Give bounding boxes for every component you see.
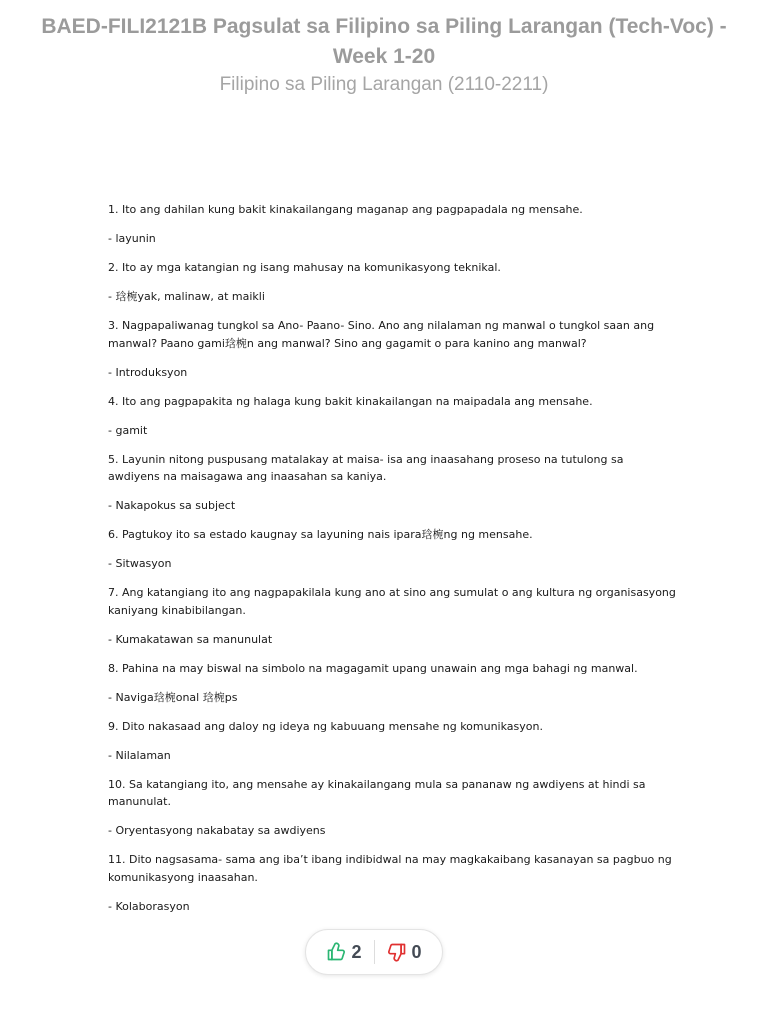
document-body [108, 201, 678, 927]
document-header [0, 12, 768, 97]
answer-line: - Kumakatawan sa manunulat [108, 632, 273, 646]
question-line: 3. Nagpapaliwanag tungkol sa Ano- Paano- Sino. Ano ang nilalaman ng manwal o tungkol saan ang manwal? Paano gami琀椀n ang manwal? Sino ang gagamit o para kanino ang manwal? [108, 319, 655, 350]
answer-line: - Nakapokus sa subject [108, 499, 236, 512]
document-title: BAED-FILI2121B Pagsulat sa Filipino sa Piling Larangan (Tech-Voc) - Week 1-20 [41, 15, 727, 68]
question-line: 1. Ito ang dahilan kung bakit kinakailangang maganap ang pagpapadala ng mensahe. [108, 203, 583, 216]
downvote-button[interactable] [387, 942, 422, 963]
question-line: 9. Dito nakasaad ang daloy ng ideya ng kabuuang mensahe ng komunikasyon. [108, 719, 543, 733]
answer-line: - Introduksyon [108, 365, 188, 379]
question-line: 2. Ito ay mga katangian ng isang mahusay na komunikasyong teknikal. [108, 261, 501, 274]
question-line: 11. Dito nagsasama- sama ang iba’t ibang indibidwal na may magkakaibang kasanayan sa pagbuo ng komunikasyong inaasahan. [108, 853, 672, 884]
thumbs-down-icon [387, 942, 407, 962]
question-line: 7. Ang katangiang ito ang nagpapakilala kung ano at sino ang sumulat o ang kultura ng organisasyong kaniyang kinabibilangan. [108, 586, 676, 617]
upvote-button[interactable] [326, 942, 361, 963]
question-line: 10. Sa katangiang ito, ang mensahe ay kinakailangang mula sa pananaw ng awdiyens at hindi sa manunulat. [108, 777, 646, 808]
answer-line: - 琀椀yak, malinaw, at maikli [108, 290, 265, 303]
question-line: 4. Ito ang pagpapakita ng halaga kung bakit kinakailangan na maipadala ang mensahe. [108, 394, 593, 408]
answer-line: - Oryentasyong nakabatay sa awdiyens [108, 824, 326, 837]
question-line: 5. Layunin nitong puspusang matalakay at maisa- isa ang inaasahang proseso na tutulong sa awdiyens na maisagawa ang inaasahan sa kaniya. [108, 452, 624, 483]
vote-divider [374, 940, 375, 964]
upvote-count: 2 [351, 941, 362, 962]
downvote-count: 0 [411, 941, 422, 962]
vote-bar [305, 929, 443, 975]
question-line: 8. Pahina na may biswal na simbolo na magagamit upang unawain ang mga bahagi ng manwal. [108, 661, 638, 675]
thumbs-up-icon [326, 942, 346, 962]
question-line: 6. Pagtukoy ito sa estado kaugnay sa layuning nais ipara琀椀ng ng mensahe. [108, 528, 533, 541]
answer-line: - Nilalaman [108, 748, 171, 762]
answer-line: - Naviga琀椀onal 琀椀ps [108, 690, 238, 704]
answer-line: - Sitwasyon [108, 557, 172, 570]
answer-line: - layunin [108, 232, 156, 245]
answer-line: - gamit [108, 423, 148, 437]
course-subtitle: Filipino sa Piling Larangan (2110-2211) [219, 74, 549, 95]
answer-line: - Kolaborasyon [108, 899, 190, 913]
